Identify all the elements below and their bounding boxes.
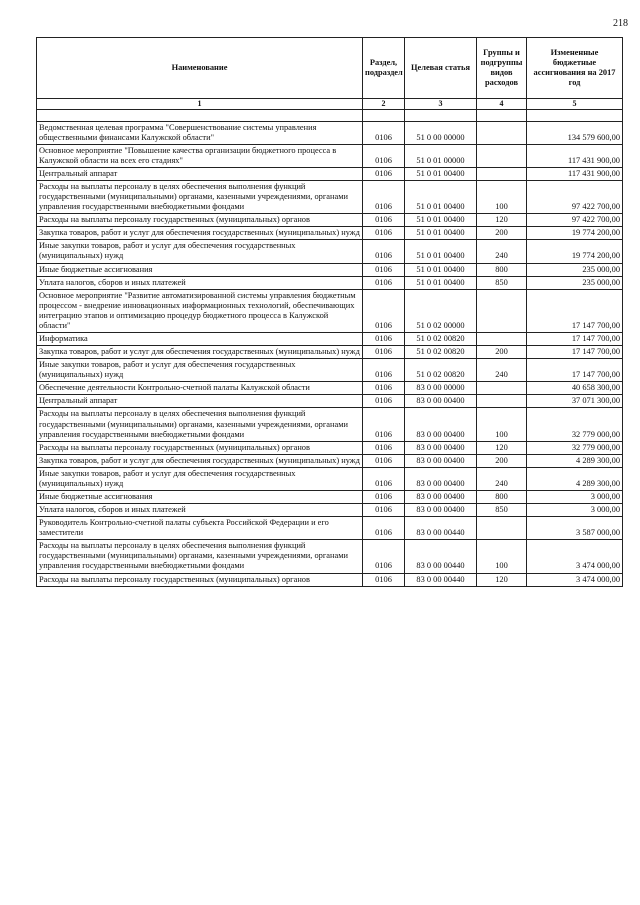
table-row: [37, 121, 623, 144]
cell-amount: 32 779 000,00: [527, 408, 623, 441]
cell-name: Закупка товаров, работ и услуг для обеспечения государственных (муниципальных) нужд: [37, 227, 363, 240]
cell-section: 0106: [363, 382, 405, 395]
table-row: [37, 441, 623, 454]
table-row: [37, 408, 623, 441]
cell-target-article: 83 0 00 00400: [405, 454, 477, 467]
cell-target-article: 83 0 00 00400: [405, 441, 477, 454]
header-target-article: Целевая статья: [405, 38, 477, 99]
cell-target-article: 51 0 02 00820: [405, 346, 477, 359]
cell-target-article: 83 0 00 00440: [405, 540, 477, 573]
cell-expense-group: [477, 517, 527, 540]
cell-name: Основное мероприятие "Развитие автоматизированной системы управления бюджетным процессом - внедрение инновационных информационных технологий, обеспечивающих интеграцию этапов и оптимизацию процедур бюджетного процесса в Калужской области": [37, 289, 363, 332]
cell-section: 0106: [363, 227, 405, 240]
cell-amount: 40 658 300,00: [527, 382, 623, 395]
cell-name: Иные закупки товаров, работ и услуг для обеспечения государственных (муниципальных) нужд: [37, 359, 363, 382]
cell-name: Иные закупки товаров, работ и услуг для обеспечения государственных (муниципальных) нужд: [37, 467, 363, 490]
budget-table: [36, 37, 623, 587]
cell-name: Руководитель Контрольно-счетной палаты субъекта Российской Федерации и его заместители: [37, 517, 363, 540]
table-row: [37, 467, 623, 490]
cell-expense-group: 100: [477, 180, 527, 213]
cell-name: Ведомственная целевая программа "Совершенствование системы управления общественными финансами Калужской области": [37, 121, 363, 144]
cell-target-article: 51 0 02 00000: [405, 289, 477, 332]
cell-expense-group: 800: [477, 491, 527, 504]
cell-amount: 3 474 000,00: [527, 540, 623, 573]
cell-amount: 3 587 000,00: [527, 517, 623, 540]
table-row: [37, 276, 623, 289]
cell-amount: 17 147 700,00: [527, 359, 623, 382]
cell-section: 0106: [363, 395, 405, 408]
column-number: 4: [477, 99, 527, 110]
cell-amount: 4 289 300,00: [527, 454, 623, 467]
table-body: [37, 109, 623, 586]
cell-name: Информатика: [37, 333, 363, 346]
cell-amount: 235 000,00: [527, 276, 623, 289]
cell-expense-group: 120: [477, 573, 527, 586]
cell-amount: 97 422 700,00: [527, 180, 623, 213]
cell-section: 0106: [363, 359, 405, 382]
cell-section: 0106: [363, 180, 405, 213]
table-row: [37, 395, 623, 408]
table-row: [37, 359, 623, 382]
column-number: 5: [527, 99, 623, 110]
cell-amount: 19 774 200,00: [527, 227, 623, 240]
table-row: [37, 346, 623, 359]
cell-amount: 117 431 900,00: [527, 167, 623, 180]
table-row: [37, 454, 623, 467]
cell-name: Центральный аппарат: [37, 167, 363, 180]
table-row: [37, 263, 623, 276]
page-number: 218: [613, 18, 628, 29]
cell-amount: 117 431 900,00: [527, 144, 623, 167]
column-number: 3: [405, 99, 477, 110]
spacer-cell: [363, 109, 405, 121]
header-amount: Измененные бюджетные ассигнования на 2017 год: [527, 38, 623, 99]
cell-amount: 97 422 700,00: [527, 214, 623, 227]
cell-expense-group: 200: [477, 346, 527, 359]
cell-name: Закупка товаров, работ и услуг для обеспечения государственных (муниципальных) нужд: [37, 346, 363, 359]
spacer-cell: [405, 109, 477, 121]
cell-amount: 19 774 200,00: [527, 240, 623, 263]
cell-name: Расходы на выплаты персоналу государственных (муниципальных) органов: [37, 573, 363, 586]
cell-section: 0106: [363, 441, 405, 454]
cell-section: 0106: [363, 263, 405, 276]
cell-expense-group: 800: [477, 263, 527, 276]
table-row: [37, 333, 623, 346]
table-row: [37, 227, 623, 240]
cell-amount: 3 000,00: [527, 491, 623, 504]
cell-expense-group: 850: [477, 504, 527, 517]
cell-amount: 32 779 000,00: [527, 441, 623, 454]
table-row: [37, 144, 623, 167]
table-row: [37, 180, 623, 213]
cell-expense-group: 100: [477, 540, 527, 573]
cell-section: 0106: [363, 167, 405, 180]
cell-expense-group: 120: [477, 441, 527, 454]
cell-expense-group: [477, 289, 527, 332]
cell-section: 0106: [363, 517, 405, 540]
cell-name: Расходы на выплаты персоналу государственных (муниципальных) органов: [37, 214, 363, 227]
cell-expense-group: 100: [477, 408, 527, 441]
cell-name: Иные бюджетные ассигнования: [37, 263, 363, 276]
cell-expense-group: 240: [477, 467, 527, 490]
spacer-cell: [527, 109, 623, 121]
cell-section: 0106: [363, 454, 405, 467]
cell-expense-group: [477, 395, 527, 408]
cell-section: 0106: [363, 467, 405, 490]
cell-target-article: 51 0 01 00400: [405, 180, 477, 213]
cell-amount: 235 000,00: [527, 263, 623, 276]
cell-section: 0106: [363, 491, 405, 504]
cell-target-article: 51 0 01 00400: [405, 240, 477, 263]
cell-name: Основное мероприятие "Повышение качества организации бюджетного процесса в Калужской области на всех его стадиях": [37, 144, 363, 167]
cell-name: Иные закупки товаров, работ и услуг для обеспечения государственных (муниципальных) нужд: [37, 240, 363, 263]
cell-section: 0106: [363, 214, 405, 227]
cell-section: 0106: [363, 408, 405, 441]
cell-section: 0106: [363, 289, 405, 332]
table-row: [37, 240, 623, 263]
cell-target-article: 51 0 02 00820: [405, 359, 477, 382]
header-expense-groups: Группы и подгруппы видов расходов: [477, 38, 527, 99]
cell-name: Уплата налогов, сборов и иных платежей: [37, 504, 363, 517]
cell-expense-group: 200: [477, 454, 527, 467]
cell-expense-group: [477, 121, 527, 144]
cell-target-article: 51 0 01 00400: [405, 276, 477, 289]
cell-amount: 3 474 000,00: [527, 573, 623, 586]
cell-target-article: 51 0 01 00000: [405, 144, 477, 167]
cell-section: 0106: [363, 504, 405, 517]
header-name: Наименование: [37, 38, 363, 99]
cell-target-article: 83 0 00 00400: [405, 395, 477, 408]
table-row: [37, 573, 623, 586]
cell-target-article: 51 0 00 00000: [405, 121, 477, 144]
cell-target-article: 51 0 01 00400: [405, 167, 477, 180]
cell-section: 0106: [363, 540, 405, 573]
cell-amount: 17 147 700,00: [527, 346, 623, 359]
cell-name: Иные бюджетные ассигнования: [37, 491, 363, 504]
cell-target-article: 83 0 00 00000: [405, 382, 477, 395]
cell-name: Обеспечение деятельности Контрольно-счетной палаты Калужской области: [37, 382, 363, 395]
table-row: [37, 214, 623, 227]
cell-target-article: 83 0 00 00400: [405, 491, 477, 504]
cell-section: 0106: [363, 240, 405, 263]
column-number: 2: [363, 99, 405, 110]
cell-expense-group: [477, 333, 527, 346]
cell-target-article: 83 0 00 00400: [405, 408, 477, 441]
spacer-cell: [37, 109, 363, 121]
cell-name: Расходы на выплаты персоналу государственных (муниципальных) органов: [37, 441, 363, 454]
cell-section: 0106: [363, 144, 405, 167]
table-row: [37, 504, 623, 517]
table-row: [37, 289, 623, 332]
cell-section: 0106: [363, 121, 405, 144]
table-row: [37, 491, 623, 504]
cell-section: 0106: [363, 276, 405, 289]
cell-target-article: 83 0 00 00440: [405, 573, 477, 586]
table-row: [37, 540, 623, 573]
cell-name: Центральный аппарат: [37, 395, 363, 408]
cell-target-article: 83 0 00 00400: [405, 467, 477, 490]
cell-target-article: 51 0 01 00400: [405, 214, 477, 227]
cell-section: 0106: [363, 333, 405, 346]
cell-expense-group: 240: [477, 359, 527, 382]
spacer-cell: [477, 109, 527, 121]
cell-name: Расходы на выплаты персоналу в целях обеспечения выполнения функций государственными (муниципальными) органами, казенными учреждениями, органами управления государственными внебюджетными фондами: [37, 540, 363, 573]
cell-amount: 17 147 700,00: [527, 289, 623, 332]
cell-expense-group: 240: [477, 240, 527, 263]
cell-amount: 17 147 700,00: [527, 333, 623, 346]
cell-expense-group: [477, 144, 527, 167]
cell-name: Уплата налогов, сборов и иных платежей: [37, 276, 363, 289]
header-section: Раздел, подраздел: [363, 38, 405, 99]
cell-amount: 3 000,00: [527, 504, 623, 517]
cell-name: Расходы на выплаты персоналу в целях обеспечения выполнения функций государственными (муниципальными) органами, казенными учреждениями, органами управления государственными внебюджетными фондами: [37, 408, 363, 441]
cell-amount: 37 071 300,00: [527, 395, 623, 408]
cell-target-article: 83 0 00 00440: [405, 517, 477, 540]
cell-name: Закупка товаров, работ и услуг для обеспечения государственных (муниципальных) нужд: [37, 454, 363, 467]
spacer-row: [37, 109, 623, 121]
table-row: [37, 167, 623, 180]
cell-expense-group: [477, 167, 527, 180]
column-number: 1: [37, 99, 363, 110]
cell-target-article: 51 0 02 00820: [405, 333, 477, 346]
cell-section: 0106: [363, 573, 405, 586]
cell-expense-group: 120: [477, 214, 527, 227]
cell-target-article: 83 0 00 00400: [405, 504, 477, 517]
cell-target-article: 51 0 01 00400: [405, 227, 477, 240]
table-row: [37, 382, 623, 395]
cell-name: Расходы на выплаты персоналу в целях обеспечения выполнения функций государственными (муниципальными) органами, казенными учреждениями, органами управления государственными внебюджетными фондами: [37, 180, 363, 213]
cell-expense-group: [477, 382, 527, 395]
table-row: [37, 517, 623, 540]
cell-amount: 134 579 600,00: [527, 121, 623, 144]
cell-expense-group: 200: [477, 227, 527, 240]
cell-target-article: 51 0 01 00400: [405, 263, 477, 276]
cell-amount: 4 289 300,00: [527, 467, 623, 490]
cell-section: 0106: [363, 346, 405, 359]
cell-expense-group: 850: [477, 276, 527, 289]
